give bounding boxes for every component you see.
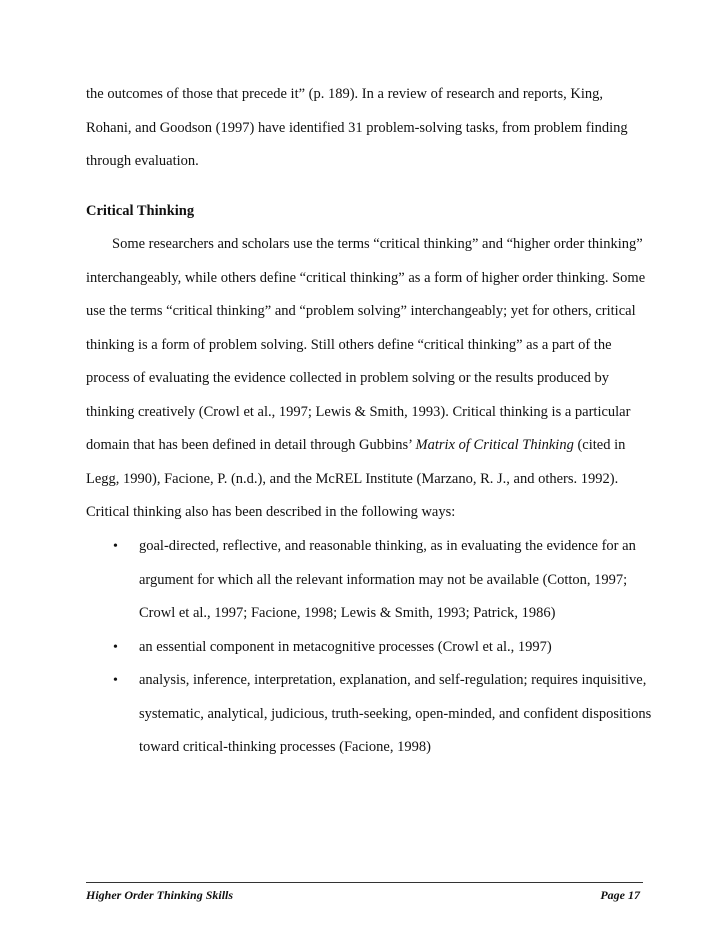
- text-line: an essential component in metacognitive processes (Crowl et al., 1997): [139, 638, 552, 655]
- bullet-icon: •: [113, 639, 118, 655]
- list-item: [86, 631, 656, 665]
- text-line: toward critical-thinking processes (Facione, 1998): [139, 739, 431, 755]
- critical-thinking-paragraph: [86, 228, 646, 530]
- text-line: Some researchers and scholars use the terms “critical thinking” and “higher order thinking”: [112, 236, 643, 252]
- text-line: the outcomes of those that precede it” (p. 189). In a review of research and reports, King,: [86, 86, 603, 102]
- italic-title: Matrix of Critical Thinking: [415, 437, 574, 453]
- text-fragment: (cited in: [573, 437, 626, 453]
- footer-title: Higher Order Thinking Skills: [86, 888, 234, 902]
- text-line: thinking creatively (Crowl et al., 1997; Lewis & Smith, 1993). Critical thinking is a particular: [86, 403, 631, 420]
- text-line: Critical thinking also has been described in the following ways:: [86, 504, 456, 520]
- text-line: thinking is a form of problem solving. Still others define “critical thinking” as a part of the: [86, 336, 612, 353]
- text-fragment: domain that has been defined in detail through Gubbins’: [86, 437, 416, 453]
- footer-divider: [86, 882, 643, 883]
- text-line: use the terms “critical thinking” and “problem solving” interchangeably; yet for others, critical: [86, 303, 636, 319]
- text-line: argument for which all the relevant information may not be available (Cotton, 1997;: [139, 571, 628, 588]
- text-line: Legg, 1990), Facione, P. (n.d.), and the McREL Institute (Marzano, R. J., and others. 1992).: [86, 470, 619, 487]
- section-heading: Critical Thinking: [86, 203, 195, 219]
- text-line: Crowl et al., 1997; Facione, 1998; Lewis & Smith, 1993; Patrick, 1986): [139, 605, 556, 621]
- text-line: through evaluation.: [86, 153, 199, 169]
- intro-paragraph: [86, 78, 646, 179]
- text-line: process of evaluating the evidence collected in problem solving or the results produced by: [86, 370, 610, 386]
- page-number: Page 17: [600, 888, 640, 902]
- list-item: [86, 664, 656, 765]
- text-line: analysis, inference, interpretation, explanation, and self-regulation; requires inquisitive,: [139, 672, 647, 688]
- bullet-list: [86, 530, 656, 765]
- text-line: systematic, analytical, judicious, truth-seeking, open-minded, and confident dispositions: [139, 705, 652, 722]
- text-line: interchangeably, while others define “critical thinking” as a form of higher order thinking. Some: [86, 269, 646, 286]
- text-line: goal-directed, reflective, and reasonable thinking, as in evaluating the evidence for an: [139, 538, 636, 554]
- text-line: [86, 429, 646, 463]
- bullet-icon: •: [113, 673, 118, 688]
- text-line: Rohani, and Goodson (1997) have identified 31 problem-solving tasks, from problem finding: [86, 119, 628, 136]
- list-item: [86, 530, 656, 631]
- bullet-icon: •: [113, 539, 118, 554]
